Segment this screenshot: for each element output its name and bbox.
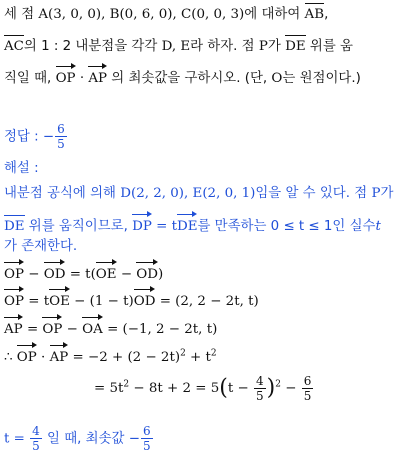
vector-oa: OA (82, 315, 103, 339)
denominator: 5 (57, 137, 65, 151)
var-t: t (375, 219, 381, 234)
op: = t( (65, 267, 96, 282)
vector-od: OD (44, 260, 66, 284)
segment-ab: AB (305, 3, 325, 24)
vector-ap: AP (4, 315, 23, 339)
text: 가 존재한다. (4, 239, 78, 254)
vector-od: OD (136, 260, 158, 284)
points: D(2, 2, 0), E(2, 0, 1) (120, 186, 256, 201)
vector-op: OP (42, 315, 62, 339)
op: − (116, 267, 137, 282)
op: + t (185, 350, 211, 365)
op: − (1 − t) (69, 294, 134, 309)
vector-op: OP (4, 260, 24, 284)
solution-line-2 (4, 212, 381, 236)
numerator: 6 (142, 424, 151, 438)
vector-ap: AP (88, 64, 107, 88)
text: 해설 : (4, 161, 39, 176)
vector-op: OP (17, 343, 37, 367)
text: 가 (380, 186, 394, 201)
equation-4 (4, 343, 217, 367)
equation-3 (4, 315, 217, 339)
points-de: D, E (161, 39, 191, 54)
solution-line-1 (4, 185, 393, 203)
fraction (30, 424, 42, 453)
op: − (280, 381, 301, 396)
denominator: 5 (142, 439, 151, 453)
problem-line-2 (4, 35, 353, 56)
text: 라 하자. 점 (190, 39, 259, 54)
equals: = t (151, 219, 177, 234)
denominator: 5 (32, 439, 40, 453)
op: − 8t + 2 = 5 (129, 381, 220, 396)
exponent: 2 (210, 348, 217, 359)
op: t − (227, 381, 253, 396)
text: 직일 때, (4, 71, 56, 86)
paren: ) (266, 375, 276, 401)
vector-dp: DP (132, 212, 152, 236)
vector-op: OP (4, 287, 24, 311)
op: − (62, 322, 83, 337)
text: 내분점 공식에 의해 (4, 186, 121, 201)
text: 일 때, 최솟값 (42, 431, 129, 447)
therefore: ∴ (4, 350, 17, 365)
problem-line-3 (4, 64, 361, 88)
denominator: 5 (255, 389, 264, 403)
vector-oe: OE (96, 260, 117, 284)
equation-2 (4, 287, 259, 311)
vector-de: DE (177, 212, 198, 236)
text: 에 대하여 (244, 7, 305, 22)
equation-5 (94, 374, 314, 403)
numerator: 4 (32, 424, 40, 438)
answer-fraction (55, 122, 67, 151)
op: = (2, 2 − 2t, t) (155, 294, 259, 309)
exponent: 2 (180, 348, 186, 359)
text: 의 최솟값을 구하시오. (단, (107, 71, 272, 86)
numerator: 4 (255, 374, 264, 388)
dot: · (36, 350, 50, 365)
text: 세 점 (4, 7, 39, 22)
vector-od: OD (134, 287, 156, 311)
segment-de: DE (4, 215, 25, 236)
text: 위를 움직이므로, (24, 219, 133, 234)
point-p: P (371, 186, 381, 201)
conclusion-line (4, 424, 154, 453)
text: 의 1 : 2 내분점을 각각 (23, 39, 162, 54)
equation-1 (4, 260, 163, 284)
points: A(3, 0, 0), B(0, 6, 0), C(0, 0, 3) (38, 7, 245, 22)
vector-oe: OE (49, 287, 70, 311)
exponent: 2 (275, 379, 281, 390)
vector-op: OP (56, 64, 76, 88)
var-t: t = (4, 431, 30, 447)
fraction (254, 374, 266, 403)
answer-line (4, 122, 68, 151)
op: = 5t (94, 381, 124, 396)
solution-line-3 (4, 238, 77, 256)
text: 는 원점이다.) (282, 71, 361, 86)
answer-label: 정답 : (4, 129, 39, 145)
solution-label (4, 160, 39, 178)
fraction (141, 424, 153, 453)
text: 임을 알 수 있다. 점 (255, 186, 372, 201)
paren: ( (219, 375, 228, 401)
text: 가 (267, 39, 286, 54)
point-p: P (258, 39, 268, 54)
op: = (−1, 2 − 2t, t) (102, 322, 218, 337)
denominator: 5 (303, 389, 312, 403)
op: = t (24, 294, 50, 309)
numerator: 6 (303, 374, 312, 388)
dot: · (75, 71, 89, 86)
op: = −2 + (2 − 2t) (68, 350, 181, 365)
vector-ap: AP (50, 343, 69, 367)
numerator: 6 (57, 122, 65, 136)
text: 를 만족하는 0 ≤ t ≤ 1인 실수 (197, 219, 376, 234)
op: ) (158, 267, 164, 282)
problem-line-1: 세 점 A(3, 0, 0), B(0, 6, 0), C(0, 0, 3)에 대하여 AB, (4, 3, 328, 24)
segment-de: DE (285, 35, 306, 56)
fraction (302, 374, 314, 403)
op: − (24, 267, 44, 282)
text: 위를 움 (305, 39, 353, 54)
sign: − (128, 431, 140, 447)
segment-ac: AC (4, 35, 24, 56)
origin-o: O (271, 71, 283, 86)
exponent: 2 (123, 379, 130, 390)
op: = (22, 322, 43, 337)
answer-sign: − (42, 129, 55, 145)
